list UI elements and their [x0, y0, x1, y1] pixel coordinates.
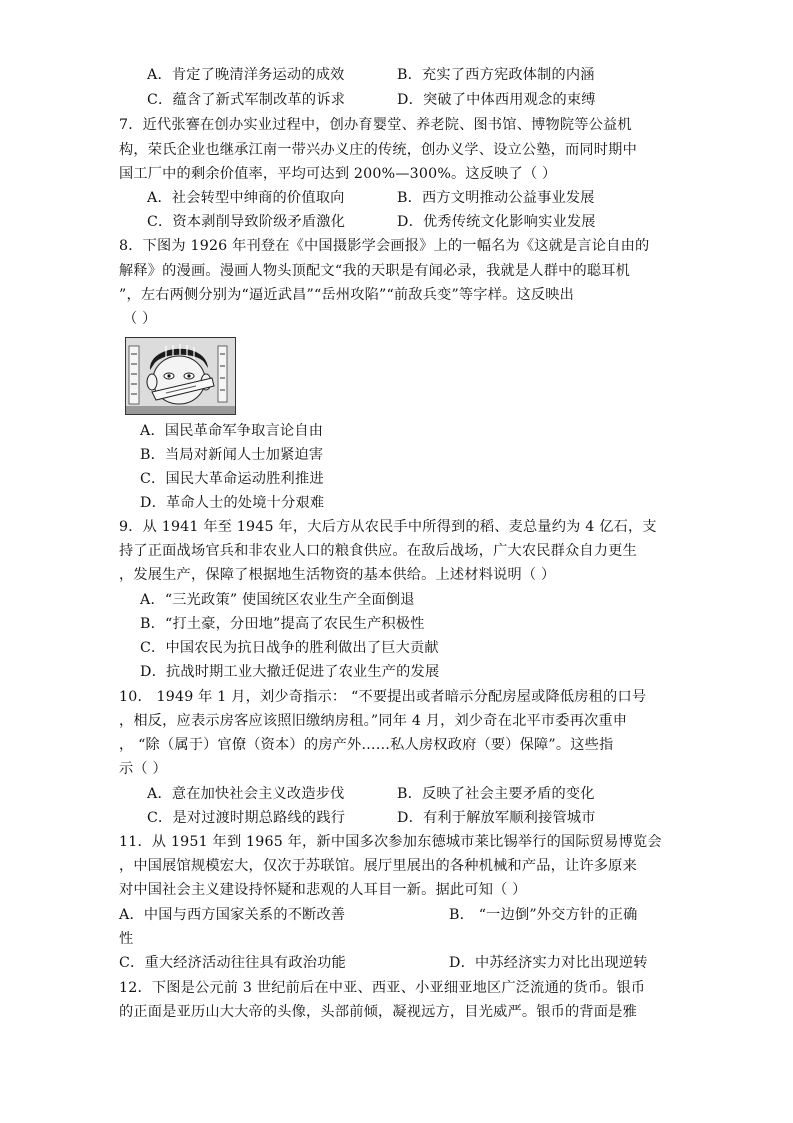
q6-option-b: B．充实了西方宪政体制的内涵 — [397, 67, 595, 83]
q11-option-b-continued: 性 — [119, 931, 134, 947]
q7-option-b: B．西方文明推动公益事业发展 — [397, 190, 595, 206]
q6-option-a: A．肯定了晚清洋务运动的成效 — [147, 67, 345, 83]
q11-option-a: A．中国与西方国家关系的不断改善 — [119, 907, 346, 923]
q12-stem-line-2: 的正面是亚历山大大帝的头像，头部前倾，凝视远方，目光威严。银币的背面是雅 — [119, 1004, 637, 1020]
q12-stem-line-1: 12．下图是公元前 3 世纪前后在中亚、西亚、小亚细亚地区广泛流通的货币。银币 — [119, 980, 646, 996]
q9-stem-line-2: 持了正面战场官兵和非农业人口的粮食供应。在敌后战场，广大农民群众自力更生 — [119, 543, 637, 559]
q11-option-c: C．重大经济活动往往具有政治功能 — [119, 955, 346, 971]
cartoon-drawing — [126, 338, 235, 414]
q9-option-d: D．抗战时期工业大撤迁促进了农业生产的发展 — [140, 664, 440, 680]
q11-option-d: D．中苏经济实力对比出现逆转 — [449, 955, 648, 971]
q8-option-a: A．国民革命军争取言论自由 — [140, 423, 324, 439]
q8-stem-line-3: ”，左右两侧分别为“逼近武昌”“岳州攻陷”“前敌兵变”等字样。这反映出 — [119, 287, 575, 303]
q10-stem-line-4: 示（ ） — [119, 761, 167, 777]
q10-option-d: D．有利于解放军顺利接管城市 — [397, 810, 596, 826]
q11-stem-line-3: 对中国社会主义建设持怀疑和悲观的人耳目一新。据此可知（ ） — [119, 882, 527, 898]
q10-stem-line-1: 10． 1949 年 1 月，刘少奇指示： “不要提出或者暗示分配房屋或降低房租的口号 — [119, 689, 647, 705]
q10-option-c: C．是对过渡时期总路线的践行 — [147, 810, 346, 826]
q9-option-b: B．“打土豪，分田地”提高了农民生产积极性 — [140, 616, 425, 632]
q7-stem-line-2: 构，荣氏企业也继承江南一带兴办义庄的传统，创办义学、设立公塾，而同时期中 — [119, 142, 637, 158]
q7-stem-line-1: 7．近代张謇在创办实业过程中，创办育婴堂、养老院、图书馆、博物院等公益机 — [119, 117, 632, 133]
q10-option-a: A．意在加快社会主义改造步伐 — [147, 786, 345, 802]
q9-option-a: A．“三光政策” 使国统区农业生产全面倒退 — [140, 592, 415, 608]
q11-stem-line-1: 11．从 1951 年到 1965 年，新中国多次参加东德城市莱比锡举行的国际贸易博览会 — [119, 834, 662, 850]
q10-option-b: B．反映了社会主要矛盾的变化 — [397, 786, 595, 802]
q11-option-b: B． “一边倒”外交方针的正确 — [449, 907, 638, 923]
q7-option-c: C．资本剥削导致阶级矛盾激化 — [147, 214, 346, 230]
q7-stem-line-3: 国工厂中的剩余价值率，平均可达到 200%—300%。这反映了（ ） — [119, 166, 557, 182]
q10-stem-line-2: ，相反，应表示房客应该照旧缴纳房租。”同年 4 月，刘少奇在北平市委再次重申 — [119, 713, 628, 729]
q8-option-b: B．当局对新闻人士加紧迫害 — [140, 447, 324, 463]
q8-cartoon-image — [125, 337, 236, 415]
q8-option-d: D．革命人士的处境十分艰难 — [140, 495, 325, 511]
q10-stem-line-3: ， “除（属于）官僚（资本）的房产外……私人房权政府（要）保障”。这些指 — [119, 737, 614, 753]
q6-option-d: D．突破了中体西用观念的束缚 — [397, 92, 596, 108]
q6-option-c: C．蕴含了新式军制改革的诉求 — [147, 92, 346, 108]
q7-option-a: A．社会转型中绅商的价值取向 — [147, 190, 345, 206]
q9-stem-line-3: ，发展生产，保障了根据地生活物资的基本供给。上述材料说明（ ） — [119, 567, 556, 583]
q9-stem-line-1: 9．从 1941 年至 1945 年，大后方从农民手中所得到的稻、麦总量约为 4 亿石，支 — [119, 519, 657, 535]
q8-stem-line-4: （ ） — [123, 311, 157, 327]
q8-stem-line-2: 解释》的漫画。漫画人物头顶配文“我的天职是有闻必录，我就是人群中的聪耳机 — [119, 263, 631, 279]
q8-option-c: C．国民大革命运动胜利推进 — [140, 471, 324, 487]
q11-stem-line-2: ，中国展馆规模宏大，仅次于苏联馆。展厅里展出的各种机械和产品，让许多原来 — [119, 858, 637, 874]
q9-option-c: C．中国农民为抗日战争的胜利做出了巨大贡献 — [140, 640, 439, 656]
q8-stem-line-1: 8．下图为 1926 年刊登在《中国摄影学会画报》上的一幅名为《这就是言论自由的 — [119, 238, 650, 254]
q7-option-d: D．优秀传统文化影响实业发展 — [397, 214, 596, 230]
